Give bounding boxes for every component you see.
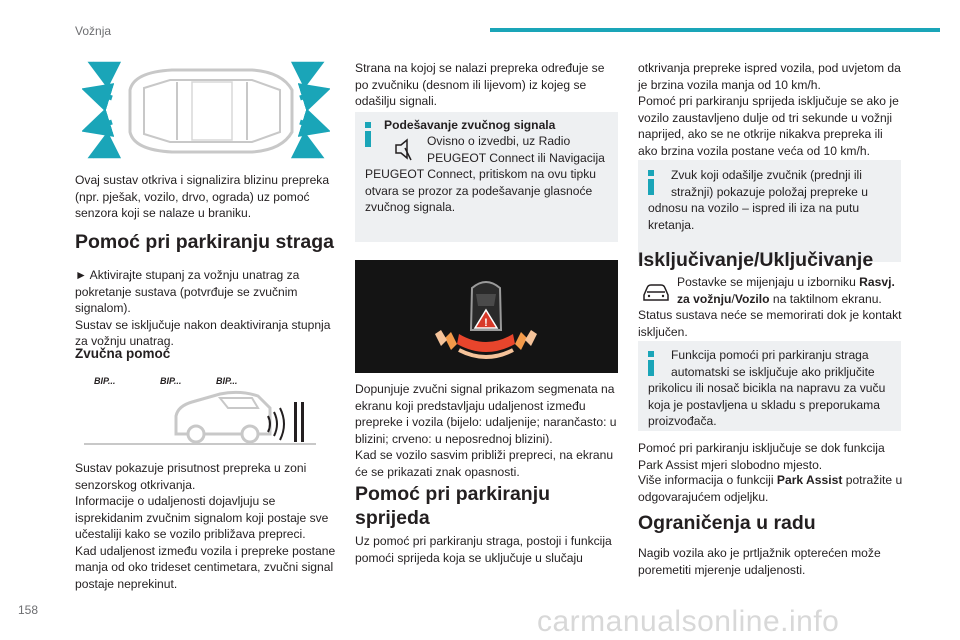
settings-text-post: na taktilnom ekranu. (769, 291, 882, 306)
info-icon (648, 170, 654, 195)
section-title: Vožnja (75, 24, 112, 38)
svg-text:!: ! (484, 317, 488, 329)
info-icon (365, 122, 371, 147)
sound-aid-illustration (80, 372, 320, 452)
note1-text-indented: Zvuk koji odašilje zvučnik (prednji ili stražnji) pokazuje položaj prepreke u (671, 168, 868, 199)
header-accent-bar (490, 28, 940, 32)
bip-label: BIP... (94, 376, 116, 386)
note2-text-rest: prikolicu ili nosač bicikla na napravu za vuču koja je postavljena u skladu s preporukama proizvođača. (648, 381, 886, 428)
bip-label: BIP... (216, 376, 238, 386)
park-ref-pre: Više informacija o funkciji (638, 473, 777, 487)
rear-parking-text: ► Aktivirajte stupanj za vožnju unatrag za pokretanje sustava (potvrđuje se zvučnim signalom). Sustav se isključuje nakon deaktiviranja stupnja za vožnju unatrag. (75, 268, 331, 348)
note-box-speaker-position (638, 160, 901, 262)
graphic-aid-screen (355, 260, 618, 373)
note2-text-indented: Funkcija pomoći pri parkiranju straga automatski se isključuje ako priključite (671, 348, 875, 379)
front-parking-text: Uz pomoć pri parkiranju straga, postoji i funkcija pomoći sprijeda koja se uključuje u slučaju (355, 534, 612, 565)
limitations-text: Nagib vozila ako je prtljažnik opterećen može poremetiti mjerenje udaljenosti. (638, 546, 881, 577)
settings-menu-name-1: Rasvj. za vožnju (677, 275, 895, 306)
heading-front-parking: Pomoć pri parkiranju sprijeda (355, 483, 551, 529)
settings-menu-name-2: Vozilo (734, 291, 770, 306)
car-side-icon (80, 372, 320, 452)
watermark: carmanualsonline.info (537, 605, 840, 638)
heading-sound-aid: Zvučna pomoć (75, 346, 171, 361)
park-assist-reference (638, 472, 903, 505)
settings-text-pre: Postavke se mijenjaju u izborniku (677, 275, 860, 289)
park-assist-text: Pomoć pri parkiranju isključuje se dok funkcija Park Assist mjeri slobodno mjesto. (638, 441, 885, 472)
settings-slash: / (731, 291, 735, 306)
car-settings-icon (641, 280, 671, 304)
note-text-indented: Ovisno o izvedbi, uz Radio PEUGEOT Connect ili Navigacija (427, 134, 605, 165)
heading-limitations: Ograničenja u radu (638, 512, 816, 534)
park-assist-name: Park Assist (776, 473, 843, 487)
bip-label: BIP... (160, 376, 182, 386)
settings-memory-text: Status sustava neće se memorirati dok je kontakt isključen. (638, 308, 902, 339)
note-box-sound-settings (355, 112, 618, 242)
speaker-text: Strana na kojoj se nalazi prepreka određuje se po zvučniku (desnom ili lijevom) iz kojeg se odašilju signali. (355, 61, 605, 108)
note1-text-rest: odnosu na vozilo – ispred ili iza na putu kretanja. (648, 201, 860, 232)
note-text-rest: PEUGEOT Connect, pritiskom na ovu tipku otvara se prozor za podešavanje glasnoće zvučnog signala. (365, 167, 596, 214)
note-title: Podešavanje zvučnog signala (384, 118, 556, 132)
graphic-aid-text: Dopunjuje zvučni signal prikazom segmenata na ekranu koji predstavljaju udaljenost između prepreke i vozila (bijelo: udaljenije; narančasto: u blizini; crveno: u neposrednoj blizini). Kad se vozilo sasvim približi prepreci, na ekranu će se prikazati znak opasnosti. (355, 382, 617, 479)
info-icon (648, 351, 654, 376)
parking-screen-graphic (355, 260, 618, 373)
page-number: 158 (18, 603, 39, 617)
note-box-trailer (638, 341, 901, 431)
park-ref-post: potražite u odgovarajućem odjeljku. (638, 473, 903, 504)
sound-aid-text: Sustav pokazuje prisutnost prepreka u zoni senzorskog otkrivanja. Informacije o udaljenosti dojavljuju se isprekidanim zvučnim signalom koji postaje sve učestaliji kako se vozilo približava prepreci. Kad udaljenost između vozila i prepreke postane manja od oko trideset centimetara, zvučni signal postaje neprekinut. (75, 461, 336, 591)
car-sensor-diagram (82, 60, 330, 160)
heading-on-off: Isključivanje/Uključivanje (638, 249, 874, 271)
intro-paragraph: Ovaj sustav otkriva i signalizira blizinu prepreka (npr. pješak, vozilo, drvo, ograda) uz pomoć senzora koji se nalaze u braniku. (75, 173, 330, 220)
settings-menu-text (677, 274, 902, 307)
speaker-icon (391, 136, 417, 162)
front-parking-continued-text: otkrivanja prepreke ispred vozila, pod uvjetom da je brzina vozila manja od 10 km/h. Pomoć pri parkiranju sprijeda isključuje se ako je vozilo zaustavljeno dulje od tri sekunde u vožnji naprijed, ako se ne otkrije nikakva prepreka ili ako brzina vozila postane veća od 10 km/h. (638, 61, 901, 158)
heading-rear-parking: Pomoć pri parkiranju straga (75, 231, 334, 253)
